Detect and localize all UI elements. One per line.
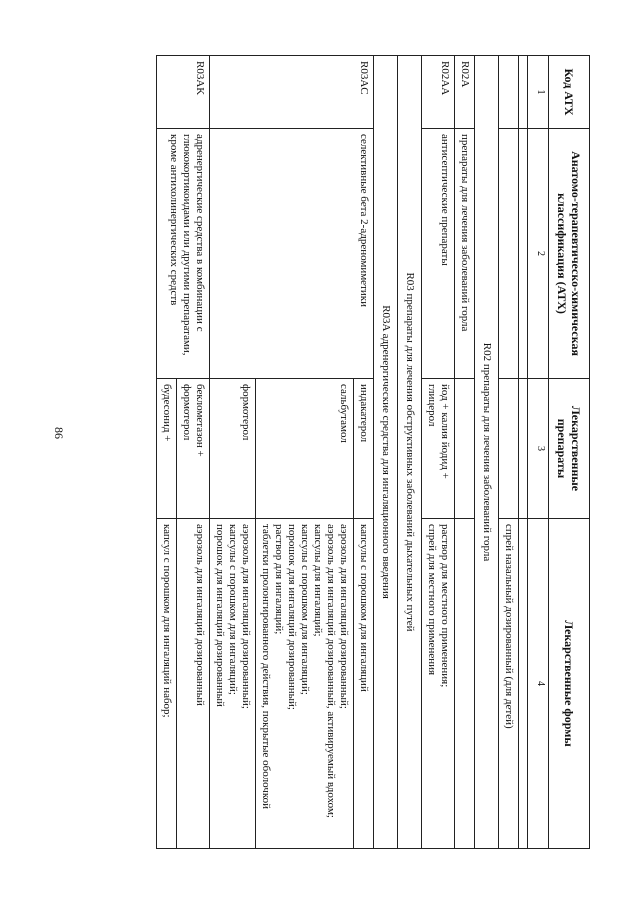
forms-indacaterol xyxy=(353,519,373,849)
section-r03 xyxy=(397,56,421,849)
forms-formoterol xyxy=(210,519,256,849)
classification-r02aa: антисептические препараты xyxy=(421,129,454,379)
page-number: 86 xyxy=(52,427,66,439)
form-line: аэрозоль для ингаляций дозированный; xyxy=(337,524,350,709)
section-r03a xyxy=(373,56,397,849)
form-line: раствор для местного применения; xyxy=(438,524,451,688)
section-r03a-title: R03A адренергические средства для ингаляционного введения xyxy=(373,56,397,849)
form-line: порошок для ингаляций дозированный; xyxy=(286,524,299,710)
form-line: таблетки пролонгированного действия, покрытые оболочкой xyxy=(260,524,273,810)
forms-salbutamol xyxy=(256,519,354,849)
row-r02a xyxy=(454,56,474,849)
form-line: аэрозоль для ингаляций дозированный, активируемый вдохом; xyxy=(324,524,337,818)
header-preparations: Лекарственные препараты xyxy=(548,379,589,519)
col-number-4: 4 xyxy=(527,519,548,849)
col-number-1: 1 xyxy=(527,56,548,129)
code-r02a: R02A xyxy=(454,56,474,129)
form-line: аэрозоль для ингаляций дозированный xyxy=(194,524,207,706)
continuation-row xyxy=(498,56,518,849)
forms-r02aa xyxy=(421,519,454,849)
section-r03-title: R03 препараты для лечения обструктивных заболеваний дыхательных путей xyxy=(397,56,421,849)
preparation-indacaterol: индакатерол xyxy=(353,379,373,519)
preparation-formoterol: формотерол xyxy=(210,379,256,519)
row-r03ac-1 xyxy=(353,56,373,849)
forms-budesonide xyxy=(157,519,177,849)
form-line: порошок для ингаляций дозированный xyxy=(214,524,227,707)
form-line: спрей для местного применения xyxy=(425,524,438,676)
code-r03ac: R03AC xyxy=(210,56,374,129)
form-line: капсулы с порошком для ингаляций xyxy=(357,524,370,692)
forms-beclometasone-formoterol xyxy=(177,519,210,849)
form-line: аэрозоль для ингаляций дозированный; xyxy=(240,524,253,709)
classification-r03ac: селективные бета 2-адреномиметики xyxy=(210,129,374,379)
section-r02 xyxy=(474,56,498,849)
continuation-forms: спрей назальный дозированный (для детей) xyxy=(498,519,518,849)
preparation-beclometasone-formoterol: беклометазон + формотерол xyxy=(177,379,210,519)
row-r02aa xyxy=(421,56,454,849)
col-number-2: 2 xyxy=(527,129,548,379)
header-forms: Лекарственные формы xyxy=(548,519,589,849)
rotated-page xyxy=(58,55,590,848)
classification-r02a: препараты для лечения заболеваний горла xyxy=(454,129,474,379)
row-r03ak-1 xyxy=(177,56,210,849)
classification-r03ak: адренергические средства в комбинации с глюкокортикоидами или другими препаратами, кроме антихолинергических средств xyxy=(157,129,210,379)
atc-table xyxy=(156,55,590,849)
header-code: Код АТХ xyxy=(548,56,589,129)
header-row xyxy=(548,56,589,849)
preparation-budesonide: будесонид + xyxy=(157,379,177,519)
preparation-r02aa: йод + калия йодид + глицерол xyxy=(421,379,454,519)
form-line: капсулы с порошком для ингаляций; xyxy=(227,524,240,695)
form-line: капсул с порошком для ингаляций набор; xyxy=(161,524,174,718)
form-line: капсулы с порошком для ингаляций; xyxy=(299,524,312,695)
section-r02-title: R02 препараты для лечения заболеваний горла xyxy=(474,56,498,849)
form-line: капсулы для ингаляций; xyxy=(312,524,324,637)
column-number-row xyxy=(527,56,548,849)
code-r03ak: R03AK xyxy=(157,56,210,129)
form-line: раствор для ингаляций; xyxy=(273,524,286,635)
code-r02aa: R02AA xyxy=(421,56,454,129)
header-classification: Анатомо-терапевтическо-химическая классификация (АТХ) xyxy=(548,129,589,379)
col-number-3: 3 xyxy=(527,379,548,519)
spacer-row xyxy=(518,56,527,849)
preparation-salbutamol: сальбутамол xyxy=(256,379,354,519)
